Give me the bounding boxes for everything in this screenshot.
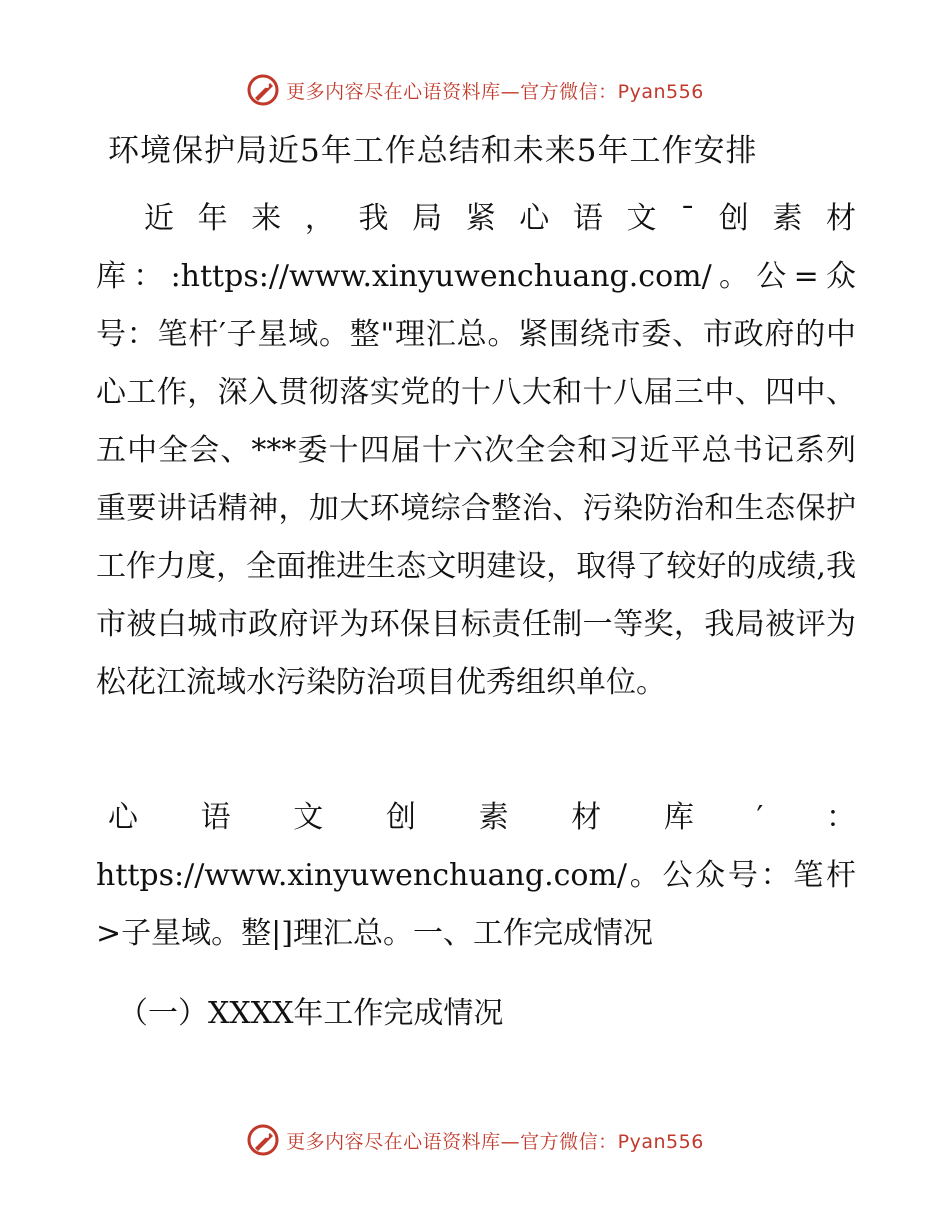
watermark-text: 更多内容尽在心语资料库—官方微信：Pyan556 (286, 80, 704, 103)
watermark-text: 更多内容尽在心语资料库—官方微信：Pyan556 (286, 1130, 704, 1153)
pen-logo-icon (246, 1123, 280, 1157)
subsection-heading: （一）XXXX年工作完成情况 (118, 996, 504, 1031)
pen-logo-icon (246, 73, 280, 107)
document-title: 环境保护局近5年工作总结和未来5年工作安排 (108, 133, 758, 169)
header-watermark (0, 70, 950, 110)
paragraph-section-heading: 心语文创素材库′：https://www.xinyuwenchuang.com/。公众号：笔杆>子星域。整|]理汇总。一、工作完成情况 (96, 800, 856, 951)
footer-watermark (0, 1120, 950, 1160)
paragraph-intro: 近年来，我局紧心语文¯创素材库：:https://www.xinyuwenchuang.com/。公=众号：笔杆′子星域。整"理汇总。紧围绕市委、市政府的中心工作，深入贯彻落实党的十八大和十八届三中、四中、五中全会、***委十四届十六次全会和习近平总书记系列重要讲话精神，加大环境综合整治、污染防治和生态保护工作力度，全面推进生态文明建设，取得了较好的成绩,我市被白城市政府评为环保目标责任制一等奖，我局被评为松花江流域水污染防治项目优秀组织单位。 (96, 201, 856, 700)
